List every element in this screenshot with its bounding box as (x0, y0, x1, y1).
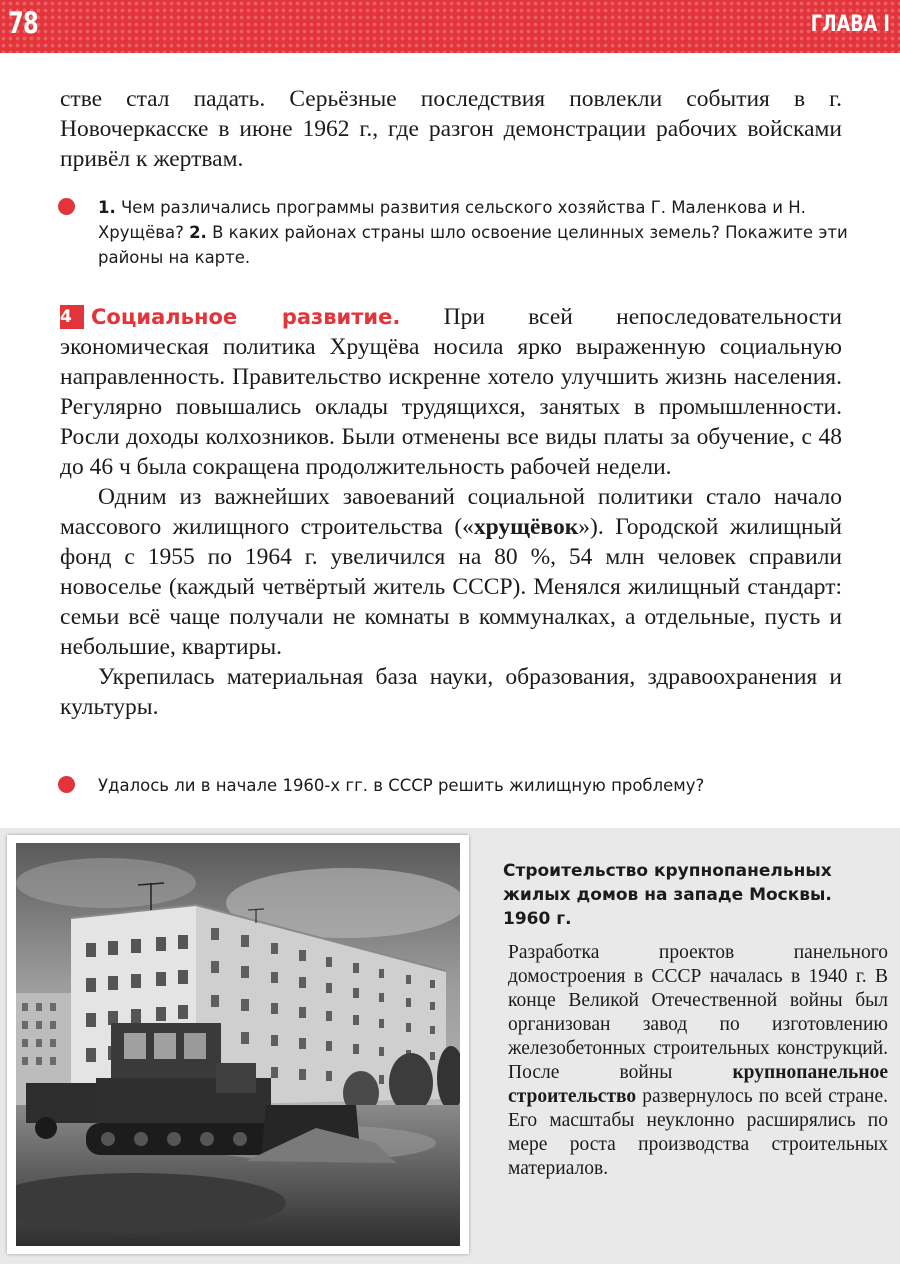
question-text-1: Чем различались программы развития сельского хозяйства Г. Маленкова и Н. Хрущёва? (98, 198, 806, 242)
questions-block-1 (60, 195, 850, 270)
section-title: Социальное развитие. (91, 305, 401, 329)
photo-frame (7, 835, 469, 1254)
section-paragraph-1-text: При всей непоследовательности экономическая политика Хрущёва носила ярко выраженную социальную направленность. Правительство искренне хотело улучшить жизнь населения. Регулярно повышались оклады трудящихся, занятых в промышленности. Росли доходы колхозников. Были отменены все виды платы за обучение, с 48 до 46 ч была сокращена продолжительность рабочей недели. (60, 304, 842, 480)
page-number: 78 (8, 6, 38, 40)
section-social-development (60, 302, 842, 722)
caption-text-end: развернулось по всей стране. Его масштабы неуклонно расширялись по мере роста производства строительных материалов. (508, 1086, 888, 1179)
section-paragraph-2-start: Одним из важнейших завоеваний социальной политики стало начало массового жилищного строительства (« (60, 484, 842, 540)
page-header (0, 0, 900, 53)
question-number-2: 2. (189, 223, 207, 242)
khrushchyovka-term: хрущёвок (473, 514, 579, 540)
question-number-1: 1. (98, 198, 116, 217)
question-bullet-icon (58, 198, 75, 215)
questions-block-2 (60, 773, 850, 798)
section-number-badge: 4 (60, 305, 84, 329)
photo-caption-title: Строительство крупнопанельных жилых домов на западе Москвы. 1960 г. (503, 861, 832, 929)
section-paragraph-2 (60, 482, 842, 662)
section-paragraph-3: Укрепилась материальная база науки, образования, здравоохранения и культуры. (60, 664, 842, 720)
question-bullet-icon (58, 776, 75, 793)
intro-text (60, 84, 842, 174)
question-housing: Удалось ли в начале 1960-х гг. в СССР решить жилищную проблему? (98, 776, 705, 795)
photo-caption-text (508, 941, 888, 1181)
questions-text-1 (98, 195, 850, 270)
intro-paragraph: стве стал падать. Серьёзные последствия повлекли события в г. Новочеркасске в июне 1962 г., где разгон демонстрации рабочих войсками привёл к жертвам. (60, 86, 842, 172)
question-text-2: В каких районах страны шло освоение целинных земель? Покажите эти районы на карте. (98, 223, 848, 267)
construction-photo (16, 843, 460, 1246)
caption-bold-term: крупнопанельное строительство (508, 1062, 888, 1107)
section-paragraph-2-end: »). Городской жилищный фонд с 1955 по 1964 г. увеличился на 80 %, 54 млн человек справили новоселье (каждый четвёртый житель СССР). Менялся жилищный стандарт: семьи всё чаще получали не комнаты в коммуналках, а отдельные, пусть и небольшие, квартиры. (60, 514, 842, 660)
chapter-label: ГЛАВА I (810, 12, 890, 37)
section-paragraph-1 (60, 302, 842, 482)
caption-text-start: Разработка проектов панельного домостроения в СССР началась в 1940 г. В конце Великой Отечественной войны был организован завод по изготовлению железобетонных строительных конструкций. После войны (508, 942, 888, 1083)
